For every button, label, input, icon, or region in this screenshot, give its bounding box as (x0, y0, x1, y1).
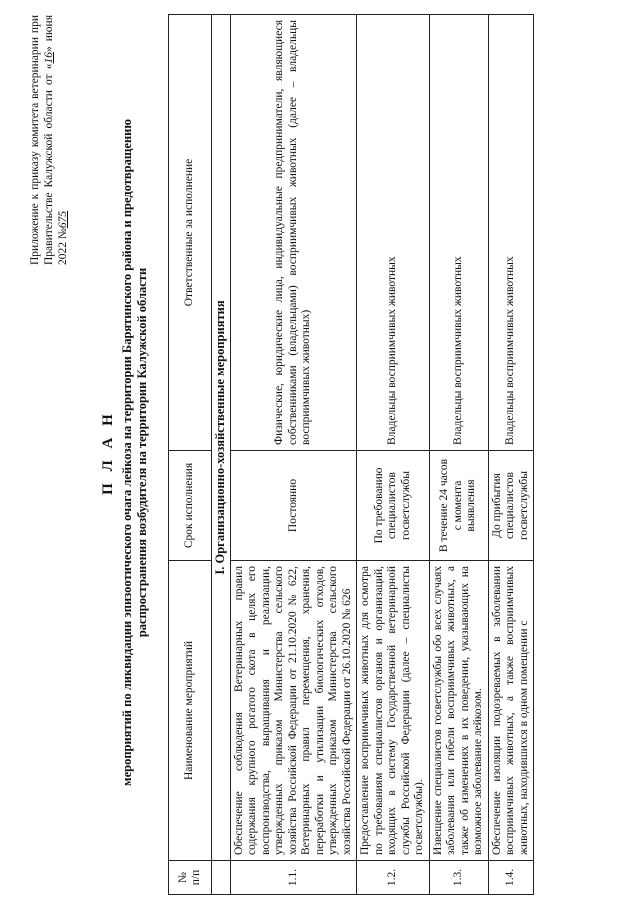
row-term: По требованию специалистов госветслужбы (357, 451, 430, 561)
appendix-number: 675 (57, 210, 69, 229)
plan-title: П Л А Н (100, 410, 116, 495)
row-responsible: Владельцы восприимчивых животных (488, 15, 534, 451)
header-responsible: Ответственные за исполнение (169, 15, 212, 451)
row-responsible: Физические, юридические лица, индивидуальные предприниматели, являющиеся собственниками (владельцами) восприимчивых животных (далее – владельцы восприимчивых животных) (230, 15, 357, 451)
appendix-text: Приложение к приказу комитета ветеринарии при Правительстве Калужской области от « (29, 15, 55, 265)
row-name: Обеспечение соблюдения Ветеринарных правил содержания крупного рогатого скота в целях его воспроизводства, выращивания и реализации, утвержденных приказом Министерства сельского хозяйства Российской Федерации от 21.10.2020 № 622, Ветеринарных правил перемещения, хранения, переработки и утилизации биологических отходов, утвержденных приказом Министерства сельского хозяйства Российской Федерации от 26.10.2020 № 626 (230, 561, 357, 861)
row-responsible: Владельцы восприимчивых животных (357, 15, 430, 451)
section-title: I. Организационно-хозяйственные мероприятия (212, 15, 231, 861)
plan-subtitle: мероприятий по ликвидации эпизоотического очага лейкоза на территории Барятинского района и предотвращению распространения возбудителя на территории Калужской области (120, 119, 149, 786)
header-name: Наименование мероприятий (169, 561, 212, 861)
table-header-row (169, 15, 212, 895)
row-num: 1.3. (429, 861, 488, 895)
header-num: № п/п (169, 861, 212, 895)
row-responsible: Владельцы восприимчивых животных (429, 15, 488, 451)
row-term: Постоянно (230, 451, 357, 561)
header-term: Срок исполнения (169, 451, 212, 561)
table-row (357, 15, 430, 895)
section-row (212, 15, 231, 895)
row-name: Извещение специалистов госветслужбы обо всех случаях заболевания или гибели восприимчивых животных, а также об изменениях в их поведении, указывающих на возможное заболевание лейкозом. (429, 561, 488, 861)
row-term: В течение 24 часов с момента выявления (429, 451, 488, 561)
row-num: 1.4. (488, 861, 534, 895)
appendix-header (28, 15, 70, 265)
table-row (429, 15, 488, 895)
table-row (488, 15, 534, 895)
appendix-day: 16 (43, 52, 55, 64)
row-name: Предоставление восприимчивых животных для осмотра по требованиям специалистов органов и организаций, входящих в систему Государственной ветеринарной службы Российской Федерации (далее – специалисты госветслужбы). (357, 561, 430, 861)
row-num: 1.1. (230, 861, 357, 895)
table-row (230, 15, 357, 895)
plan-table (168, 14, 534, 895)
row-num: 1.2. (357, 861, 430, 895)
row-name: Обеспечение изоляции подозреваемых в заболевании восприимчивых животных, а также восприимчивых животных, находившихся в одном помещении с (488, 561, 534, 861)
appendix-text-2: » июня 2022 № (43, 15, 69, 265)
row-term: До прибытия специалистов госветслужбы (488, 451, 534, 561)
section-blank (212, 861, 231, 895)
